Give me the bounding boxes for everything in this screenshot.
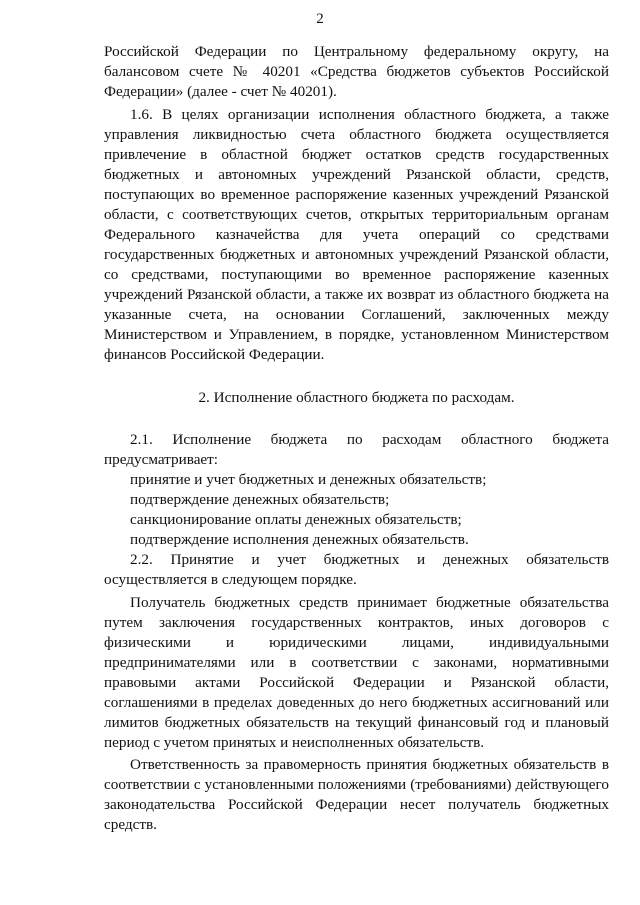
text-line: предпринимателями или в соответствии с законами, нормативными: [104, 654, 609, 671]
text-line: со средствами, поступающими во временное распоряжение казенных: [104, 266, 609, 283]
text-line: указанные счета, на основании Соглашений, заключенных между: [104, 306, 609, 323]
list-item: санкционирование оплаты денежных обязательств;: [130, 511, 462, 528]
text-line: учреждений Рязанской области, а также их возврат из областного бюджета на: [104, 286, 609, 303]
text-line: Федерального казначейства для учета операций со средствами: [104, 226, 609, 243]
text-line: лимитов бюджетных обязательств на текущий финансовый год и плановый: [104, 714, 609, 731]
text-line: законодательства Российской Федерации несет получатель бюджетных: [104, 796, 609, 813]
text-line: Федерации» (далее - счет № 40201).: [104, 83, 337, 100]
text-line: Министерством и Управлением, в порядке, установленном Министерством: [104, 326, 609, 343]
text-line: финансов Российской Федерации.: [104, 346, 325, 363]
text-line: соглашениями в пределах доведенных до него бюджетных ассигнований или: [104, 694, 609, 711]
text-line: период с учетом принятых и неисполненных обязательств.: [104, 734, 485, 751]
section-title: 2. Исполнение областного бюджета по расходам.: [198, 389, 515, 406]
text-line: путем заключения государственных контрактов, иных договоров с: [104, 614, 609, 631]
text-line: средств.: [104, 816, 157, 833]
text-line: балансовом счете № 40201 «Средства бюджетов субъектов Российской: [104, 63, 609, 80]
text-line: Российской Федерации по Центральному федеральному округу, на: [104, 43, 609, 60]
paragraph-recipient: [104, 593, 609, 753]
paragraph-responsibility: [104, 755, 609, 835]
text-line: управления ликвидностью счета областного бюджета осуществляется: [104, 126, 609, 143]
section-heading: [104, 388, 609, 408]
text-line: бюджетных и автономных учреждений Рязанской области, средств,: [104, 166, 609, 183]
text-line: правовыми актами Российской Федерации и Рязанской области,: [104, 674, 609, 691]
list-item: принятие и учет бюджетных и денежных обязательств;: [130, 471, 487, 488]
text-line: поступающих во временное распоряжение казенных учреждений Рязанской: [104, 186, 609, 203]
text-line: 2.2. Принятие и учет бюджетных и денежных обязательств: [130, 551, 609, 568]
text-line: привлечение в областной бюджет остатков средств государственных: [104, 146, 609, 163]
paragraph-continuation: [104, 42, 609, 102]
list-item: подтверждение исполнения денежных обязательств.: [130, 531, 469, 548]
text-line: 2.1. Исполнение бюджета по расходам областного бюджета: [130, 431, 609, 448]
page-number: 2: [316, 11, 324, 27]
text-line: Ответственность за правомерность принятия бюджетных обязательств в: [130, 756, 609, 773]
text-line: предусматривает:: [104, 451, 219, 468]
paragraph-2-1: [104, 430, 609, 550]
list-item: подтверждение денежных обязательств;: [130, 491, 390, 508]
text-line: области, с соответствующих счетов, открытых территориальным органам: [104, 206, 609, 223]
text-line: 1.6. В целях организации исполнения областного бюджета, а также: [130, 106, 609, 123]
text-line: государственных бюджетных и автономных учреждений Рязанской области,: [104, 246, 609, 263]
paragraph-1-6: [104, 105, 609, 365]
text-line: осуществляется в следующем порядке.: [104, 571, 357, 588]
text-line: соответствии с установленными положениями (требованиями) действующего: [104, 776, 609, 793]
text-line: физическими и юридическими лицами, индивидуальными: [104, 634, 609, 651]
text-line: Получатель бюджетных средств принимает бюджетные обязательства: [130, 594, 609, 611]
paragraph-2-2: [104, 550, 609, 590]
